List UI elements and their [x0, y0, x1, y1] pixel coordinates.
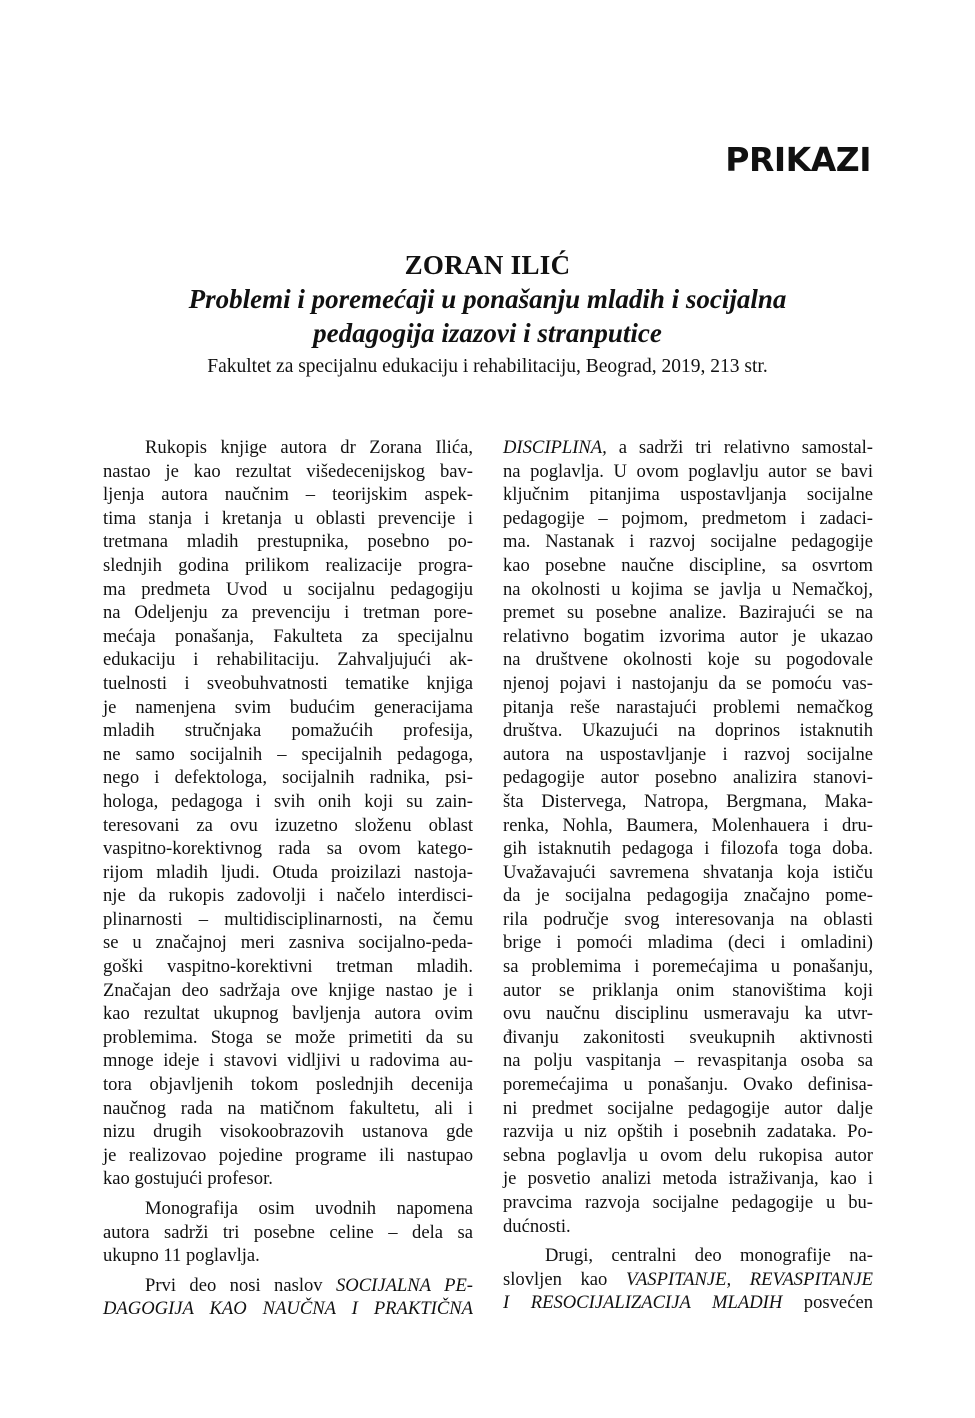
text-line: nastao je kao rezultat višedecenijskog bav- — [103, 460, 473, 482]
text-line: na poglavlja. U ovom poglavlju autor se bavi — [503, 460, 873, 482]
text-line: na Odeljenju za prevenciju i tretman pore- — [103, 602, 473, 624]
text-line: edukaciju i rehabilitaciju. Zahvaljujući ak- — [103, 649, 473, 671]
text-line: društva. Ukazujući na doprinos istaknutih — [503, 720, 873, 742]
text-line: brige i pomoći mladima (deci i omladini) — [503, 932, 873, 954]
text-line: Prvi deo nosi naslov SOCIJALNA PE- — [145, 1274, 474, 1296]
text-line: ključnim pitanjima uspostavljanja socijalne — [503, 484, 873, 506]
text-line: dućnosti. — [503, 1215, 571, 1237]
text-line: mladih stručnjaka pomažućih profesija, — [103, 720, 473, 742]
text-line: tima stanja i kretanja u oblasti prevencije i — [103, 507, 473, 529]
publication-info: Fakultet za specijalnu edukaciju i rehabilitaciju, Beograd, 2019, 213 str. — [207, 356, 768, 377]
text-line: Monografija osim uvodnih napomena — [145, 1198, 473, 1219]
text-line: na okolnosti u kojima se javlja u Nemačkoj, — [503, 578, 873, 600]
text-line: nje da rukopis zadovolji i načelo interdisci- — [103, 885, 473, 907]
text-line: se u značajnoj meri zasniva socijalno-peda- — [103, 932, 473, 954]
text-line: premet su posebne analize. Bazirajući se na — [503, 602, 873, 624]
paragraph-3 — [103, 1274, 473, 1321]
text-line: ni predmet socijalne pedagogije autor dalje — [503, 1097, 873, 1119]
text-line: ljenja autora naučnim – teorijskim aspek- — [103, 484, 473, 506]
text-line: sebna poglavlja u ovom delu rukopisa autor — [503, 1144, 873, 1166]
text-line: razvija u niz opštih i posebnih zadataka. Po- — [503, 1121, 873, 1143]
book-title — [100, 282, 875, 350]
text-line: naučnog rada na matičnom fakultetu, ali i — [103, 1097, 473, 1119]
book-title-line-1: Problemi i poremećaji u ponašanju mladih i socijalna — [188, 284, 787, 314]
text-line: problemima. Stoga se može primetiti da su — [103, 1026, 473, 1048]
text-line: autor se priklanja onim stanovištima koji — [503, 979, 873, 1001]
text-line: Drugi, centralni deo monografije na- — [545, 1245, 873, 1267]
book-author: ZORAN ILIĆ — [404, 250, 571, 280]
text-line: da je socijalna pedagogija značajno pome- — [503, 885, 873, 907]
right-column — [503, 436, 873, 1315]
text-line — [103, 1297, 473, 1321]
review-header — [100, 248, 875, 382]
text-line: pedagogije autor posebno analizira stanovi- — [503, 767, 873, 789]
text-line: kao rezultat ukupnog bavljenja autora ovim — [103, 1003, 473, 1025]
text-line: je namenjena svim budućim generacijama — [103, 696, 473, 718]
text-line: Rukopis knjige autora dr Zorana Ilića, — [145, 437, 473, 458]
text-line: rila područje svog interesovanja na oblasti — [503, 908, 873, 930]
text-line: ma. Nastanak i razvoj socijalne pedagogije — [503, 531, 873, 553]
text-line: nego i defektologa, socijalnih radnika, psi- — [103, 767, 473, 789]
text-line: pravcima razvoja socijalne pedagogije u bu- — [503, 1192, 873, 1213]
text-line: DISCIPLINA, a sadrži tri relativno samostal- — [503, 437, 873, 458]
text-line: vaspitno-korektivnog rada sa ovom katego- — [103, 838, 473, 860]
part-title-italic: I RESOCIJALIZACIJA MLADIH — [503, 1292, 783, 1314]
text-line: je realizovao pojedine programe ili nastupao — [103, 1144, 473, 1166]
text-line: ovu naučnu disciplinu usmeravaju ka utvr- — [503, 1003, 873, 1025]
text-line: poremećajima u ponašanju. Ovako definisa- — [503, 1074, 873, 1096]
text-line: kao posebne naučne discipline, sa osvrtom — [503, 554, 873, 576]
text-line: kao gostujući profesor. — [103, 1168, 273, 1190]
part-title-italic: VASPITANJE, REVASPITANJE — [625, 1268, 873, 1290]
left-column — [103, 436, 473, 1321]
paragraph-1 — [103, 436, 473, 1191]
text-line: ne samo socijalnih – specijalnih pedagoga, — [103, 743, 473, 765]
text-line: sa problemima i poremećajima u ponašanju, — [503, 956, 873, 978]
text-line: đivanju zakonitosti sveukupnih aktivnosti — [503, 1026, 873, 1048]
text-line: hologa, pedagoga i svih onih koji su zain- — [103, 790, 473, 812]
text-line: I RESOCIJALIZACIJA MLADIH posvećen — [503, 1292, 873, 1314]
paragraph-2 — [103, 1197, 473, 1268]
text-line: autora na uspostavljanje i razvoj socijalne — [503, 743, 873, 765]
text-line: pitanja reše narastajući problemi nemačkog — [503, 696, 873, 718]
text-line: Uvažavajući savremena shvatanja koja ističu — [503, 861, 873, 883]
text-line: gih istaknutih pedagoga i filozofa toga doba. — [503, 838, 873, 860]
text-line: na društvene okolnosti koje su pogodovale — [503, 649, 873, 671]
text-line: autora sadrži tri posebne celine – dela sa — [103, 1221, 473, 1243]
text-line: njenoj pojavi i nastojanju da se pomoću vas- — [503, 672, 873, 694]
text-line: renka, Nohla, Baumera, Molenhauera i dru- — [503, 814, 873, 836]
text-line: tora objavljenih tokom poslednjih decenija — [103, 1074, 473, 1096]
text-line: slovljen kao VASPITANJE, REVASPITANJE — [503, 1268, 873, 1290]
text-line: tuelnosti i sveobuhvatnosti tematike knjiga — [103, 672, 473, 694]
book-title-line-2: pedagogija izazovi i stranputice — [313, 318, 662, 348]
section-label: PRIKAZI — [725, 140, 871, 179]
text-line: mećaja ponašanja, Fakulteta za specijalnu — [103, 625, 473, 647]
text-line: ma predmeta Uvod u socijalnu pedagogiju — [103, 578, 473, 600]
text-line: goški vaspitno-korektivni tretman mladih. — [103, 956, 473, 978]
text-line: pedagogije – pojmom, predmetom i zadaci- — [503, 507, 873, 529]
part-title-italic: DAGOGIJA KAO NAUČNA I PRAKTIČNA — [103, 1298, 473, 1320]
text-line: relativno bogatim izvorima autor je ukazao — [503, 625, 873, 647]
text-line: tretmana mladih prestupnika, posebno po- — [103, 531, 473, 553]
text-line: ukupno 11 poglavlja. — [103, 1245, 260, 1267]
text-line: teresovani za ovu izuzetno složenu oblast — [103, 814, 473, 836]
text-line: na polju vaspitanja – revaspitanja osoba sa — [503, 1050, 873, 1072]
text-line: je posvetio analizi metoda istraživanja, kao i — [503, 1168, 873, 1190]
paragraph-2 — [503, 1244, 873, 1315]
text-line: mnoge ideje i stavovi vidljivi u radovima au- — [103, 1050, 473, 1072]
text-line: plinarnosti – multidisciplinarnosti, na čemu — [103, 908, 473, 930]
part-title-italic: SOCIJALNA PE- — [336, 1274, 474, 1296]
text-line: rijom mladih ljudi. Otuda proizilazi nastoja- — [103, 861, 473, 883]
text-line: šta Distervega, Natropa, Bergmana, Maka- — [503, 790, 873, 812]
text-line: slednjih godina prilikom realizacije progra- — [103, 554, 473, 576]
text-line: nizu drugih visokoobrazovih ustanova gde — [103, 1121, 473, 1143]
text-line: Značajan deo sadržaja ove knjige nastao je i — [103, 979, 473, 1001]
paragraph-continued — [503, 436, 873, 1238]
part-title-italic: DISCIPLINA, — [503, 437, 607, 458]
